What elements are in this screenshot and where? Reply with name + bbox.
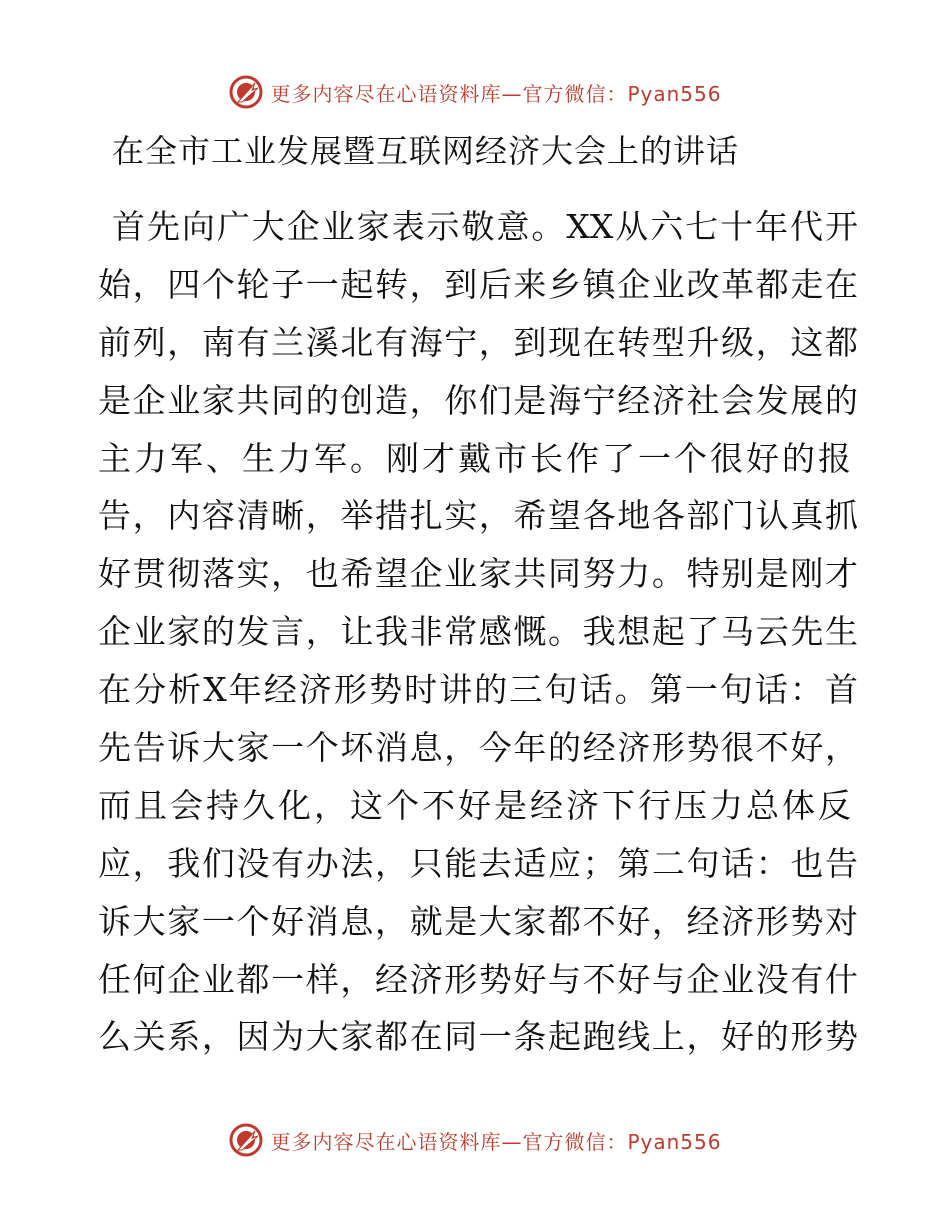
feather-circle-logo-icon: [228, 74, 264, 110]
body-text: [98, 198, 858, 1066]
feather-circle-logo-icon: [228, 1122, 264, 1158]
footer-watermark: [0, 1120, 950, 1160]
text-line: 先告诉大家一个坏消息，今年的经济形势很不好，: [98, 728, 858, 768]
text-line: 始，四个轮子一起转，到后来乡镇企业改革都走在: [98, 264, 858, 304]
watermark-text: 更多内容尽在心语资料库—官方微信：Pyan556: [270, 81, 722, 106]
header-watermark: [0, 72, 950, 112]
text-line: 么关系，因为大家都在同一条起跑线上，好的形势: [98, 1017, 858, 1057]
text-line: 应，我们没有办法，只能去适应；第二句话：也告: [98, 843, 858, 883]
text-line: 首先向广大企业家表示敬意。XX从六七十年代开: [112, 207, 858, 246]
text-line: 是企业家共同的创造，你们是海宁经济社会发展的: [98, 380, 858, 420]
watermark-text: 更多内容尽在心语资料库—官方微信：Pyan556: [270, 1129, 722, 1154]
text-line: 前列，南有兰溪北有海宁，到现在转型升级，这都: [98, 322, 858, 362]
text-line: 而且会持久化，这个不好是经济下行压力总体反: [98, 785, 854, 825]
text-line: 在分析X年经济形势时讲的三句话。第一句话：首: [98, 670, 858, 710]
text-line: 诉大家一个好消息，就是大家都不好，经济形势对: [98, 901, 858, 941]
page-title: 在全市工业发展暨互联网经济大会上的讲话: [112, 132, 740, 170]
text-line: 告，内容清晰，举措扎实，希望各地各部门认真抓: [98, 496, 858, 536]
text-line: 好贯彻落实，也希望企业家共同努力。特别是刚才: [98, 554, 858, 594]
text-line: 企业家的发言，让我非常感慨。我想起了马云先生: [98, 612, 858, 652]
text-line: 主力军、生力军。刚才戴市长作了一个很好的报: [98, 438, 854, 478]
text-line: 任何企业都一样，经济形势好与不好与企业没有什: [98, 959, 858, 999]
